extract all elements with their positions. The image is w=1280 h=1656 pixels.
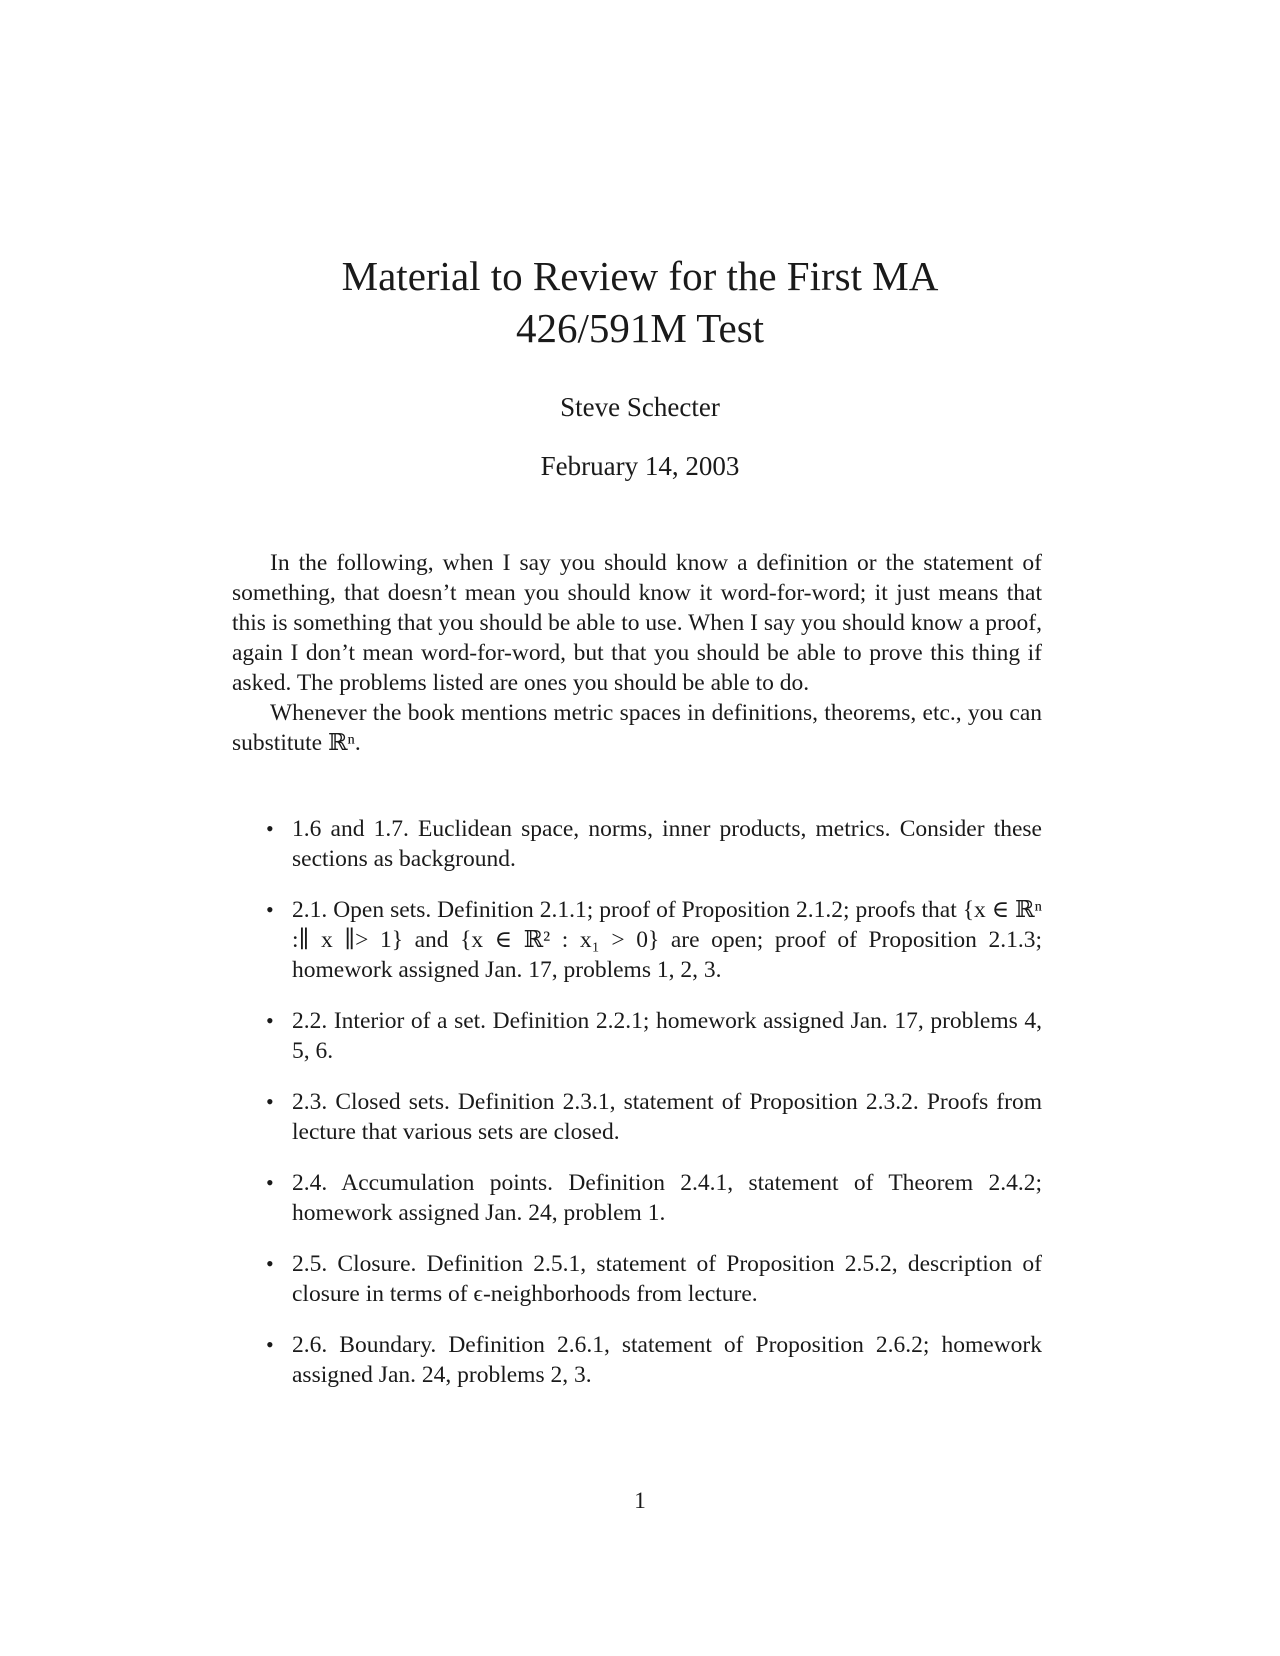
bullet-icon: • — [266, 1251, 274, 1276]
document-title — [230, 250, 1050, 354]
bullet-icon: • — [266, 897, 274, 922]
list-item — [232, 814, 1042, 874]
list-item-text: 2.4. Accumulation points. Definition 2.4.1, statement of Theorem 2.4.2; homework assigned Jan. 24, problem 1. — [292, 1170, 1042, 1226]
bullet-icon: • — [266, 1170, 274, 1195]
list-item — [232, 1249, 1042, 1309]
list-item-text: 2.5. Closure. Definition 2.5.1, statement of Proposition 2.5.2, description of closure in terms of ϵ-neighborhoods from lecture. — [292, 1251, 1042, 1307]
list-item — [232, 1330, 1042, 1390]
intro-text — [232, 548, 1042, 758]
list-item-text: 2.6. Boundary. Definition 2.6.1, statement of Proposition 2.6.2; homework assigned Jan. 24, problems 2, 3. — [292, 1332, 1042, 1388]
list-item-text: 2.3. Closed sets. Definition 2.3.1, statement of Proposition 2.3.2. Proofs from lecture that various sets are closed. — [292, 1089, 1042, 1145]
list-item — [232, 1168, 1042, 1228]
intro-paragraph: Whenever the book mentions metric spaces in definitions, theorems, etc., you can substitute ℝⁿ. — [232, 700, 1042, 756]
bullet-icon: • — [266, 1332, 274, 1357]
list-item — [232, 1087, 1042, 1147]
bullet-icon: • — [266, 816, 274, 841]
bullet-icon: • — [266, 1008, 274, 1033]
review-topics-list — [232, 814, 1042, 1411]
list-item-text: 2.1. Open sets. Definition 2.1.1; proof of Proposition 2.1.2; proofs that {x ∈ ℝⁿ :∥ x ∥> 1} and {x ∈ ℝ² : x₁ > 0} are open; proof of Proposition 2.1.3; homework assigned Jan. 17, problems 1, 2, 3. — [292, 897, 1042, 983]
title-line-1: Material to Review for the First MA — [341, 253, 939, 299]
list-item — [232, 1006, 1042, 1066]
list-item-text: 1.6 and 1.7. Euclidean space, norms, inner products, metrics. Consider these sections as background. — [292, 816, 1042, 872]
list-item — [232, 895, 1042, 985]
title-line-2: 426/591M Test — [515, 305, 765, 351]
intro-paragraph: In the following, when I say you should know a definition or the statement of something, that doesn’t mean you should know it word-for-word; it just means that this is something that you should be able to use. When I say you should know a proof, again I don’t mean word-for-word, but that you should be able to prove this thing if asked. The problems listed are ones you should be able to do. — [232, 550, 1042, 696]
list-item-text: 2.2. Interior of a set. Definition 2.2.1; homework assigned Jan. 17, problems 4, 5, 6. — [292, 1008, 1042, 1064]
page-number: 1 — [634, 1488, 646, 1514]
author-name: Steve Schecter — [560, 392, 720, 422]
document-date: February 14, 2003 — [540, 451, 740, 481]
bullet-icon: • — [266, 1089, 274, 1114]
